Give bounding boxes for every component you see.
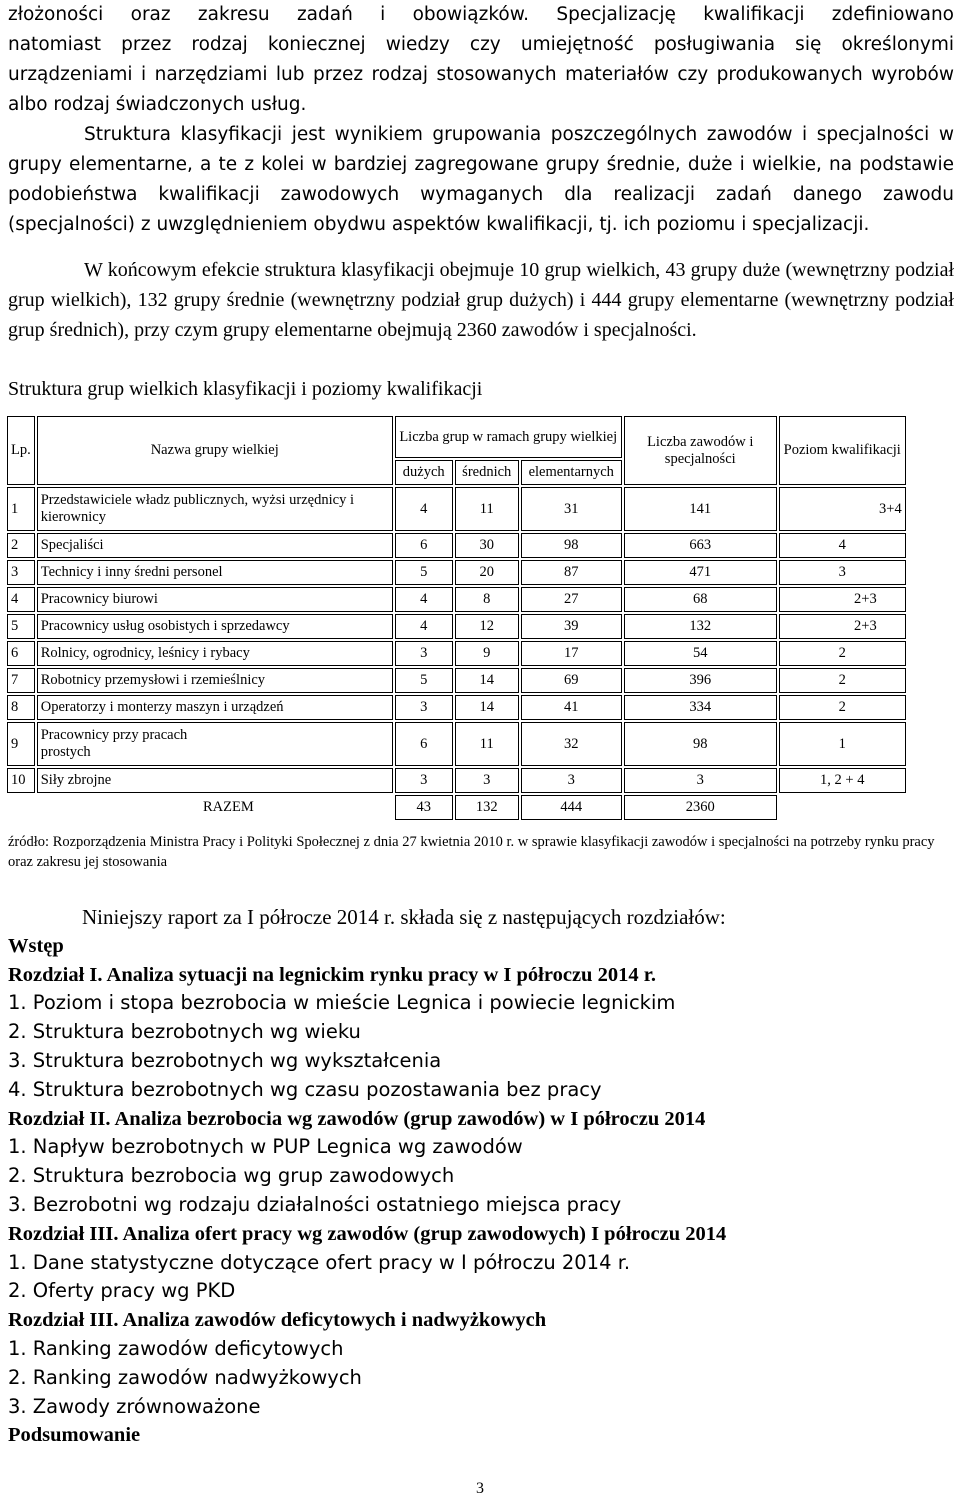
- cell-elementarnych: 27: [521, 587, 622, 612]
- cell-srednich: 14: [455, 695, 519, 720]
- table-row: [7, 560, 906, 585]
- cell-name: Technicy i inny średni personel: [37, 560, 393, 585]
- cell-name-text: Pracownicy przy pracach prostych: [40, 727, 188, 760]
- cell-duzych: 5: [395, 668, 453, 693]
- cell-elementarnych: 41: [521, 695, 622, 720]
- cell-name: Przedstawiciele władz publicznych, wyżsi urzędnicy i kierownicy: [37, 487, 393, 531]
- cell-zawodow: 141: [624, 487, 777, 531]
- table-row: [7, 668, 906, 693]
- table-row: [7, 533, 906, 558]
- paragraph-3: W końcowym efekcie struktura klasyfikacji obejmuje 10 grup wielkich, 43 grupy duże (wewnętrzny podział grup wielkich), 132 grupy średnie (wewnętrzny podział grup dużych) i 444 grupy elementarne (wewnętrzny podział grup średnich), przy czym grupy elementarne obejmują 2360 zawodów i specjalności.: [8, 259, 954, 341]
- cell-poziom: 2+3: [779, 587, 906, 612]
- toc-item: 1. Napływ bezrobotnych w PUP Legnica wg zawodów: [8, 1135, 523, 1159]
- toc-item: 4. Struktura bezrobotnych wg czasu pozostawania bez pracy: [8, 1077, 602, 1101]
- cell-srednich: 11: [455, 722, 519, 766]
- cell-lp: 6: [7, 641, 35, 666]
- cell-lp: 10: [7, 768, 35, 793]
- table-row: [7, 487, 906, 531]
- cell-elementarnych: 32: [521, 722, 622, 766]
- toc-intro: Niniejszy raport za I półrocze 2014 r. składa się z następujących rozdziałów:: [82, 905, 726, 929]
- cell-poziom: 2+3: [779, 614, 906, 639]
- cell-zawodow: 396: [624, 668, 777, 693]
- classification-table: [5, 414, 908, 822]
- cell-srednich: 11: [455, 487, 519, 531]
- header-lp: Lp.: [7, 416, 35, 485]
- header-name: Nazwa grupy wielkiej: [37, 416, 393, 485]
- toc-item: 1. Dane statystyczne dotyczące ofert pracy w I półroczu 2014 r.: [8, 1250, 631, 1274]
- cell-poziom: 2: [779, 668, 906, 693]
- toc-item: Rozdział III. Analiza zawodów deficytowych i nadwyżkowych: [8, 1309, 547, 1332]
- cell-poziom: 4: [779, 533, 906, 558]
- cell-poziom: 2: [779, 641, 906, 666]
- header-elementarnych: elementarnych: [521, 460, 622, 485]
- header-groups: Liczba grup w ramach grupy wielkiej: [395, 416, 622, 458]
- cell-name: Specjaliści: [37, 533, 393, 558]
- cell-duzych: 4: [395, 487, 453, 531]
- toc-item: 3. Bezrobotni wg rodzaju działalności ostatniego miejsca pracy: [8, 1192, 622, 1216]
- cell-poziom: 1, 2 + 4: [779, 768, 906, 793]
- cell-lp: 1: [7, 487, 35, 531]
- cell-duzych: 4: [395, 614, 453, 639]
- cell-duzych: 6: [395, 533, 453, 558]
- cell-zawodow: 98: [624, 722, 777, 766]
- cell-duzych: 6: [395, 722, 453, 766]
- cell-elementarnych: 3: [521, 768, 622, 793]
- cell-zawodow: 132: [624, 614, 777, 639]
- paragraph-2: Struktura klasyfikacji jest wynikiem grupowania poszczególnych zawodów i specjalności w grupy elementarne, a te z kolei w bardziej zagregowane grupy średnie, duże i wielkie, na podstawie podobieństwa kwalifikacji zawodowych wymaganych dla realizacji zadań danego zawodu (specjalności) z uwzględnieniem obydwu aspektów kwalifikacji, tj. ich poziomu i specjalizacji.: [8, 124, 954, 235]
- cell-elementarnych: 17: [521, 641, 622, 666]
- header-srednich: średnich: [455, 460, 519, 485]
- cell-name: Robotnicy przemysłowi i rzemieślnicy: [37, 668, 393, 693]
- cell-lp: 8: [7, 695, 35, 720]
- cell-zawodow: 68: [624, 587, 777, 612]
- toc-item: 2. Ranking zawodów nadwyżkowych: [8, 1365, 362, 1389]
- cell-srednich: 3: [455, 768, 519, 793]
- cell-total-zawodow: 2360: [624, 795, 777, 820]
- cell-lp: 9: [7, 722, 35, 766]
- cell-zawodow: 334: [624, 695, 777, 720]
- cell-name: Pracownicy biurowi: [37, 587, 393, 612]
- toc-item: Wstęp: [8, 934, 64, 957]
- cell-zawodow: 3: [624, 768, 777, 793]
- toc-item: Rozdział II. Analiza bezrobocia wg zawodów (grup zawodów) w I półroczu 2014: [8, 1107, 706, 1130]
- cell-zawodow: 54: [624, 641, 777, 666]
- cell-lp: 2: [7, 533, 35, 558]
- table-title: Struktura grup wielkich klasyfikacji i poziomy kwalifikacji: [8, 378, 483, 400]
- paragraph-1-first-line: złożoności oraz zakresu zadań i obowiązków. Specjalizację kwalifikacji zdefiniowano: [8, 4, 954, 25]
- cell-total-duzych: 43: [395, 795, 453, 820]
- cell-lp: 7: [7, 668, 35, 693]
- cell-elementarnych: 39: [521, 614, 622, 639]
- header-duzych: dużych: [395, 460, 453, 485]
- cell-total-empty: [779, 795, 906, 820]
- cell-lp: 3: [7, 560, 35, 585]
- cell-name: [37, 722, 393, 766]
- cell-srednich: 12: [455, 614, 519, 639]
- cell-poziom: 3: [779, 560, 906, 585]
- toc-item: 2. Oferty pracy wg PKD: [8, 1279, 236, 1303]
- header-poziom: Poziom kwalifikacji: [779, 416, 906, 485]
- source-note: źródło: Rozporządzenia Ministra Pracy i Polityki Społecznej z dnia 27 kwietnia 2010 r. w sprawie klasyfikacji zawodów i specjalności na potrzeby rynku pracy oraz zakresu jej stosowania: [8, 834, 935, 870]
- toc-item: 1. Poziom i stopa bezrobocia w mieście Legnica i powiecie legnickim: [8, 991, 676, 1015]
- cell-poziom: 1: [779, 722, 906, 766]
- toc-item: 3. Struktura bezrobotnych wg wykształcenia: [8, 1048, 442, 1072]
- toc-item: Rozdział I. Analiza sytuacji na legnickim rynku pracy w I półroczu 2014 r.: [8, 963, 657, 986]
- cell-name: Operatorzy i monterzy maszyn i urządzeń: [37, 695, 393, 720]
- cell-duzych: 5: [395, 560, 453, 585]
- cell-elementarnych: 98: [521, 533, 622, 558]
- toc-item: 2. Struktura bezrobocia wg grup zawodowych: [8, 1164, 455, 1188]
- cell-name: Siły zbrojne: [37, 768, 393, 793]
- cell-duzych: 3: [395, 641, 453, 666]
- toc-item: 3. Zawody zrównoważone: [8, 1394, 261, 1418]
- cell-zawodow: 663: [624, 533, 777, 558]
- cell-poziom: 2: [779, 695, 906, 720]
- cell-name: Rolnicy, ogrodnicy, leśnicy i rybacy: [37, 641, 393, 666]
- table-row: [7, 695, 906, 720]
- cell-srednich: 14: [455, 668, 519, 693]
- cell-duzych: 4: [395, 587, 453, 612]
- cell-lp: 4: [7, 587, 35, 612]
- toc-item: Rozdział III. Analiza ofert pracy wg zawodów (grup zawodowych) I półroczu 2014: [8, 1222, 727, 1245]
- cell-duzych: 3: [395, 695, 453, 720]
- header-zawodow: Liczba zawodów i specjalności: [624, 416, 777, 485]
- table-row: [7, 614, 906, 639]
- cell-zawodow: 471: [624, 560, 777, 585]
- table-row: [7, 587, 906, 612]
- cell-elementarnych: 69: [521, 668, 622, 693]
- toc-item: 1. Ranking zawodów deficytowych: [8, 1336, 344, 1360]
- cell-elementarnych: 31: [521, 487, 622, 531]
- table-total-row: [7, 795, 906, 820]
- table-of-contents: [8, 903, 954, 1450]
- table-row: [7, 768, 906, 793]
- cell-lp: 5: [7, 614, 35, 639]
- cell-name: Pracownicy usług osobistych i sprzedawcy: [37, 614, 393, 639]
- toc-item: Podsumowanie: [8, 1424, 141, 1447]
- page-number: 3: [476, 1480, 484, 1497]
- cell-total-elementarnych: 444: [521, 795, 622, 820]
- cell-srednich: 30: [455, 533, 519, 558]
- paragraph-1: natomiast przez rodzaj koniecznej wiedzy czy umiejętność posługiwania się określonymi urządzeniami i narzędziami lub przez rodzaj stosowanych materiałów czy produkowanych wyrobów albo rodzaj świadczonych usług.: [8, 34, 954, 115]
- cell-total-label: RAZEM: [202, 799, 254, 815]
- cell-duzych: 3: [395, 768, 453, 793]
- cell-srednich: 9: [455, 641, 519, 666]
- toc-item: 2. Struktura bezrobotnych wg wieku: [8, 1020, 361, 1044]
- table-row: [7, 722, 906, 766]
- cell-total-srednich: 132: [455, 795, 519, 820]
- table-row: [7, 641, 906, 666]
- cell-srednich: 8: [455, 587, 519, 612]
- cell-elementarnych: 87: [521, 560, 622, 585]
- cell-srednich: 20: [455, 560, 519, 585]
- cell-poziom: 3+4: [779, 487, 906, 531]
